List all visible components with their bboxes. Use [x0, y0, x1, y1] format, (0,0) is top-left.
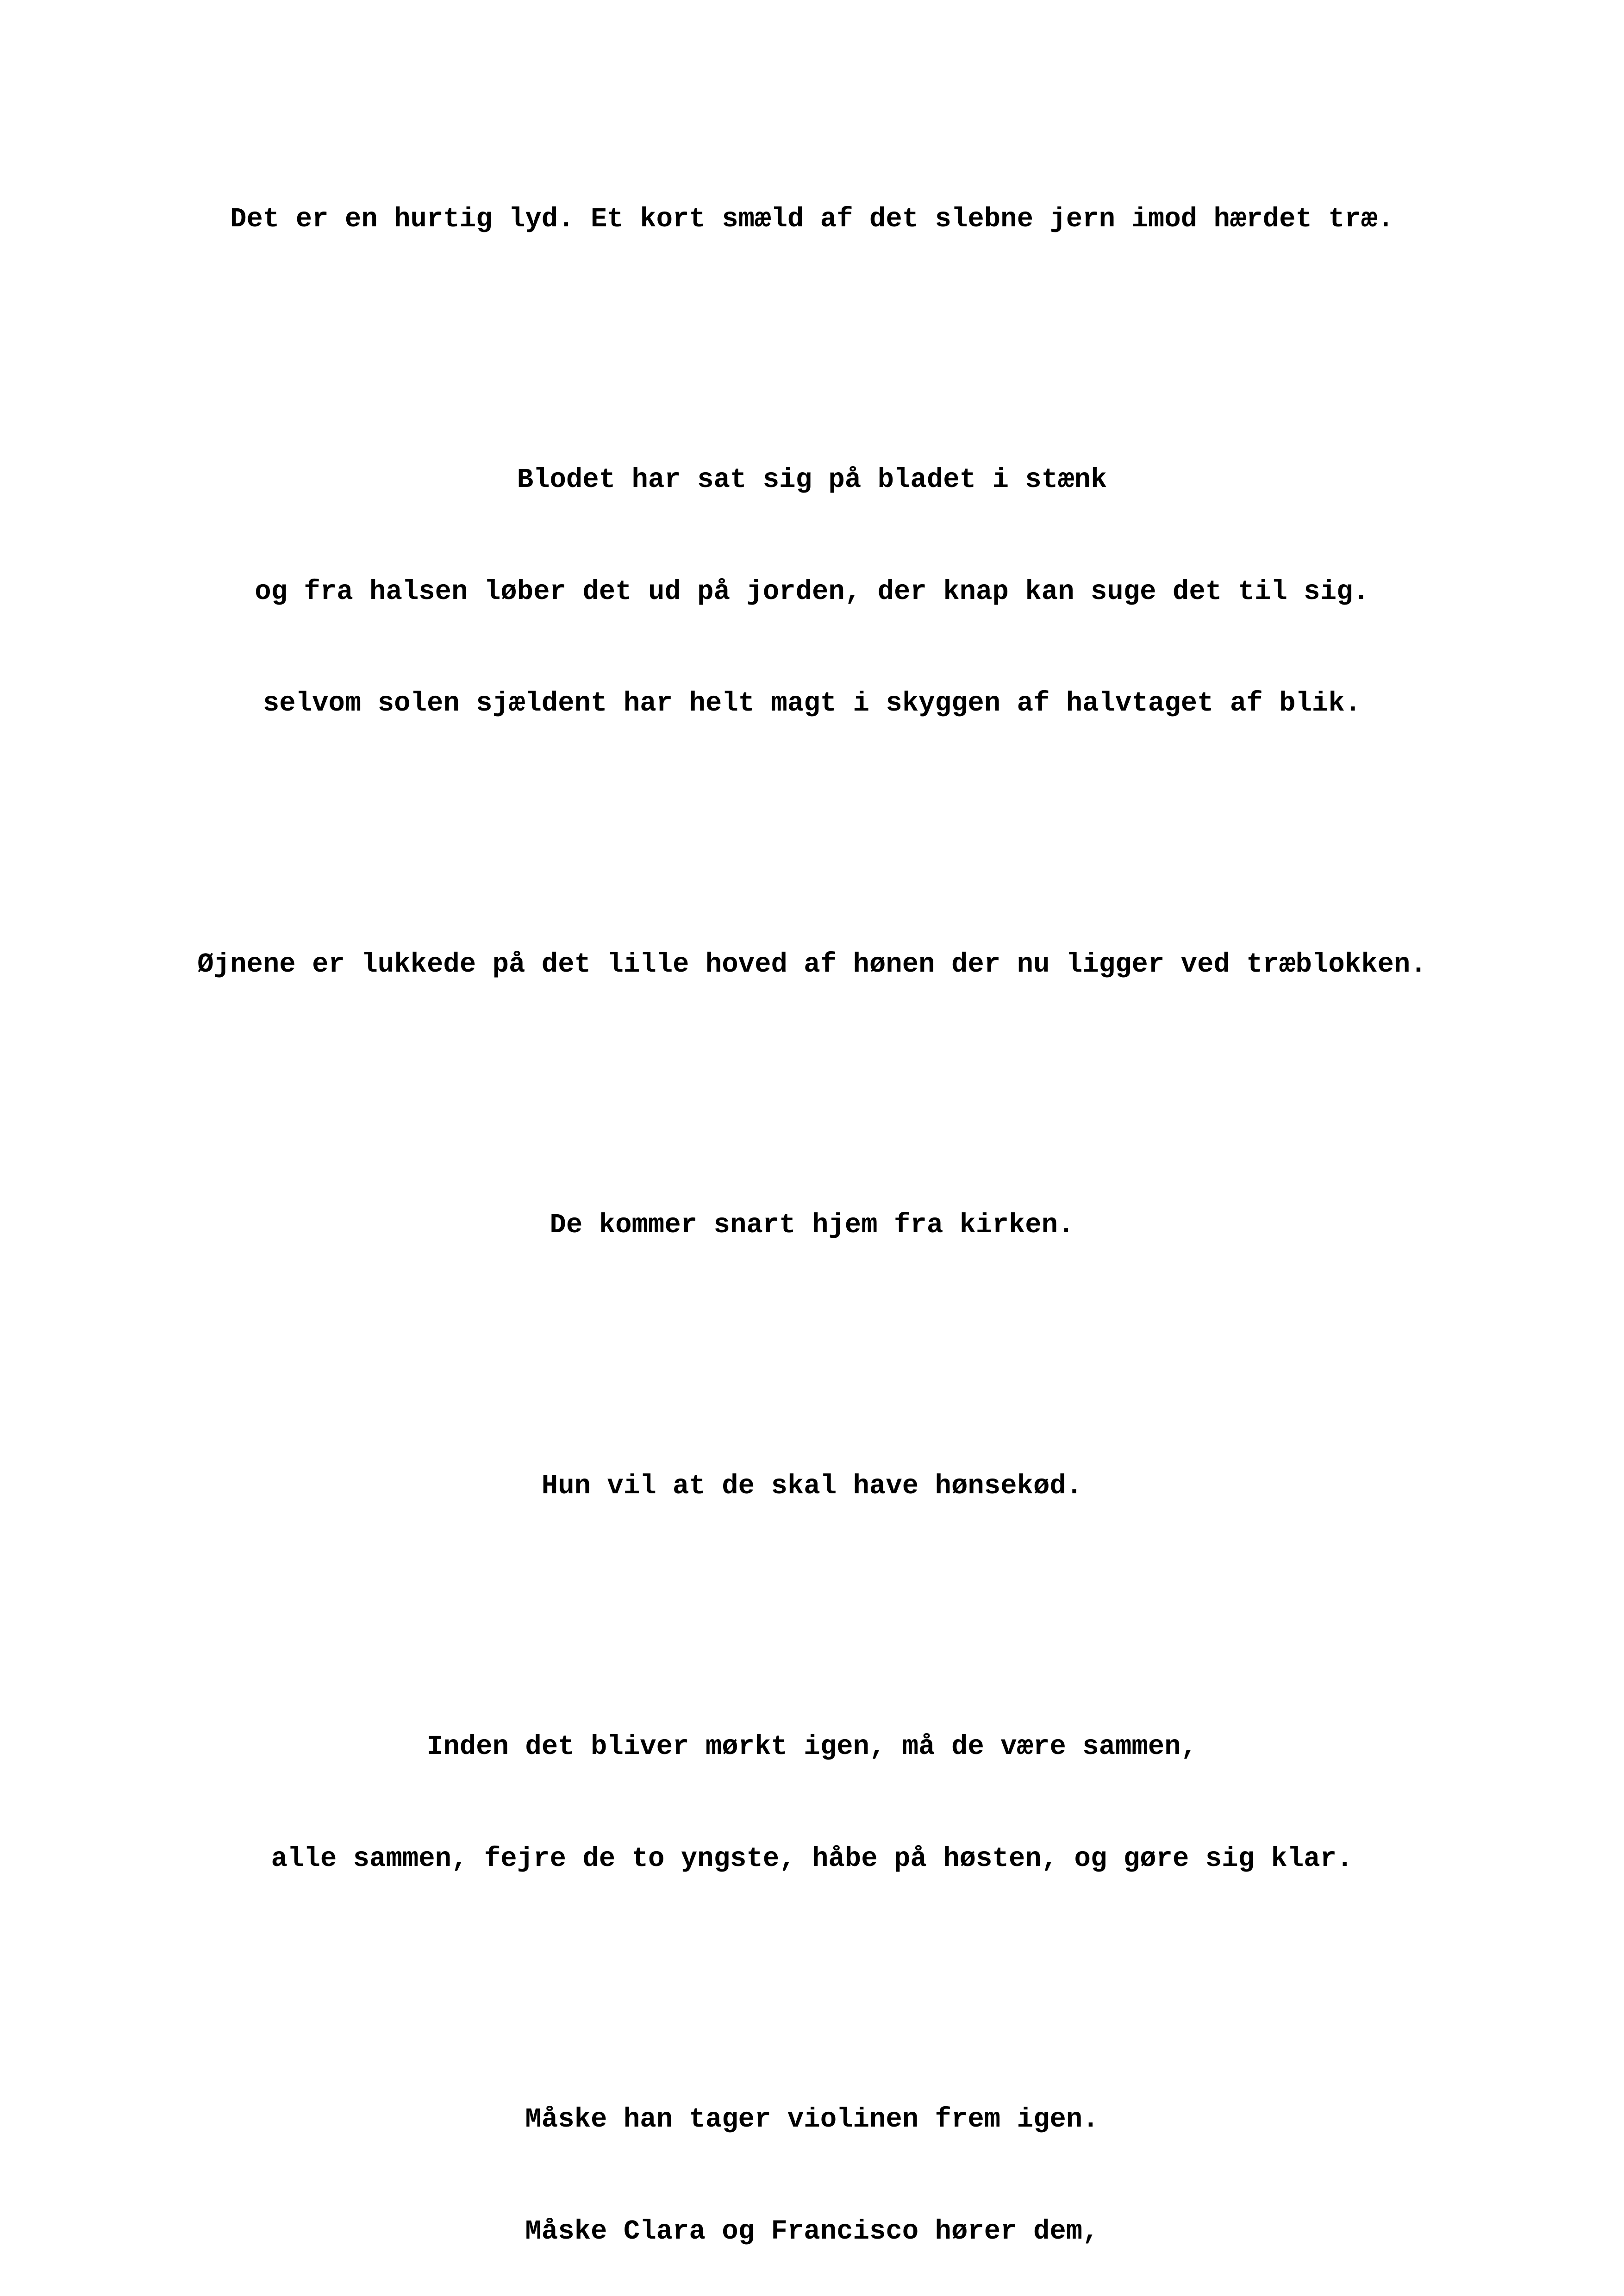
stanza-gap — [0, 1058, 1624, 1095]
poem-line: Det er en hurtig lyd. Et kort smæld af det slebne jern imod hærdet træ. — [230, 203, 1394, 235]
poem-line: Måske han tager violinen frem igen. — [525, 2104, 1099, 2135]
poem-line: Inden det bliver mørkt igen, må de være sammen, — [426, 1731, 1198, 1762]
stanza-gap — [0, 797, 1624, 835]
poem-line: De kommer snart hjem fra kirken. — [550, 1210, 1074, 1241]
stanza-gap — [0, 1319, 1624, 1356]
poem-line: selvom solen sjældent har helt magt i skyggen af halvtaget af blik. — [262, 688, 1362, 719]
poem-line: Blodet har sat sig på bladet i stænk — [517, 464, 1107, 495]
poem-text — [0, 89, 1624, 2296]
poem-line: Hun vil at de skal have hønsekød. — [541, 1470, 1083, 1502]
stanza-gap — [0, 312, 1624, 350]
poem-line: alle sammen, fejre de to yngste, håbe på høsten, og gøre sig klar. — [271, 1843, 1353, 1874]
poem-line: og fra halsen løber det ud på jorden, der knap kan suge det til sig. — [255, 576, 1369, 607]
poem-line: Øjnene er lukkede på det lille hoved af hønen der nu ligger ved træblokken. — [197, 948, 1427, 980]
poem-line: Måske Clara og Francisco hører dem, — [525, 2215, 1099, 2247]
stanza-gap — [0, 1579, 1624, 1617]
stanza-gap — [0, 1952, 1624, 1990]
